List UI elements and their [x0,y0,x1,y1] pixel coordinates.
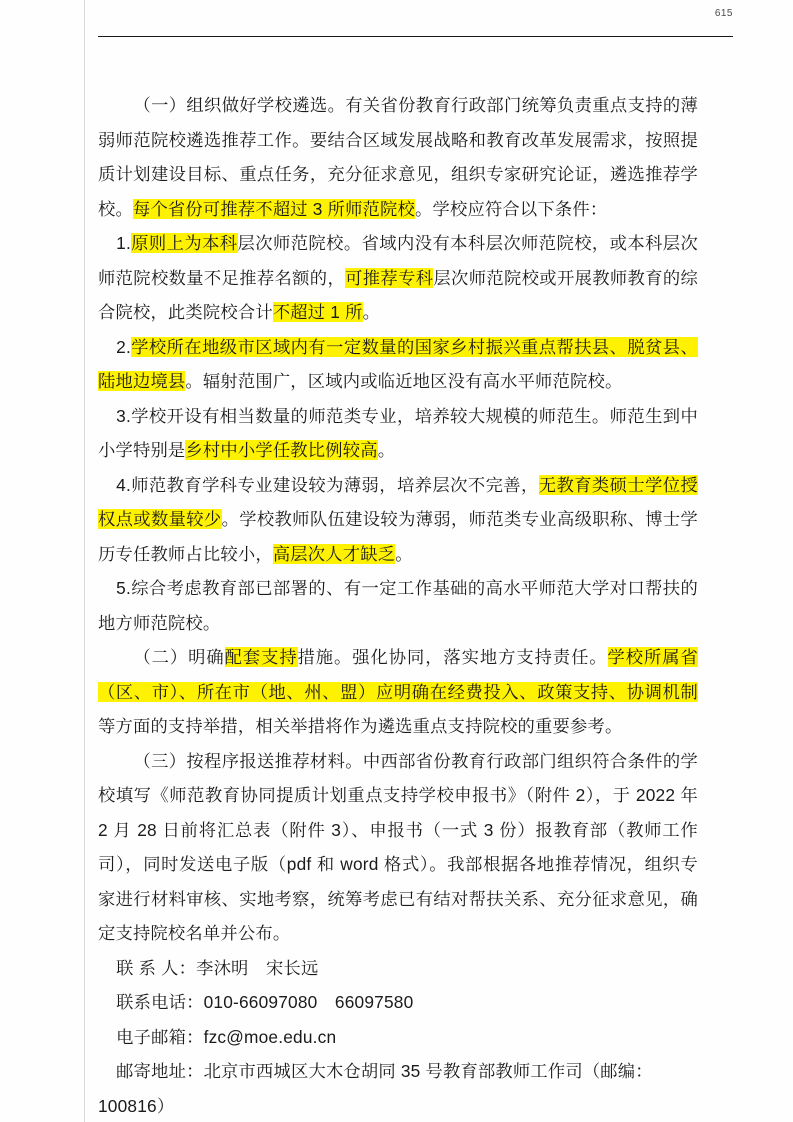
text-run: 5.综合考虑教育部已部署的、有一定工作基础的高水平师范大学对口帮扶的地方师范院校。 [98,578,698,633]
paragraph-6 [98,571,698,640]
paragraph-7 [98,640,698,744]
text-run: 。辐射范围广，区域内或临近地区没有高水平师范院校。 [185,371,623,391]
highlighted-run: 原则上为本科 [130,233,238,253]
contact-value: 010-66097080 66097580 [203,992,414,1012]
text-run: 4.师范教育学科专业建设较为薄弱，培养层次不完善， [116,474,539,495]
contact-label: 电子邮箱： [116,1026,204,1047]
text-run: 层次师范院校。省域内没有本科层次师范院校，或本科层次师范院校数量不足推荐名额的， [98,233,699,288]
left-margin-line [84,0,85,1122]
paragraph-5 [98,468,698,572]
contact-label: 邮寄地址： [116,1061,204,1081]
contact-email-line [98,1020,698,1055]
text-run: 等方面的支持举措，相关举措将作为遴选重点支持院校的重要参考。 [98,716,623,736]
highlighted-run: 可推荐专科 [345,267,434,288]
contact-person-line [98,951,698,986]
text-run: 。学校教师队伍建设较为薄弱，师范类专业高级职称、博士学历专任教师占比较小， [98,509,698,564]
text-run: 1. [116,233,131,253]
contact-value: 李沐明 宋长远 [196,957,319,978]
page-number: 615 [714,8,733,19]
text-run: 2. [116,336,131,357]
contact-block [98,951,698,1122]
highlighted-run: 高层次人才缺乏 [272,543,396,564]
contact-value: fzc@moe.edu.cn [203,1026,337,1047]
contact-value: 北京市西城区大木仓胡同 35 号教育部教师工作司（邮编：100816） [98,1061,653,1116]
highlighted-run: 无教育类硕士学位授权点或数量较少 [98,474,698,529]
paragraph-2 [98,226,698,330]
contact-label: 联系电话： [116,992,204,1012]
highlighted-run: 学校所属省（区、市）、所在市（地、州、盟）应明确在经费投入、政策支持、协调机制 [98,647,698,702]
highlighted-run: 配套支持 [224,647,298,667]
text-run: 。 [377,440,396,460]
highlighted-run: 不超过 1 所 [272,302,363,322]
text-run: （三）按程序报送推荐材料。中西部省份教育行政部门组织符合条件的学校填写《师范教育协同提质计划重点支持学校申报书》（附件 2），于 2022 年 2 月 28 日前将汇总表（附件 3）、申报书（一式 3 份）报教育部（教师工作司），同时发送电子版（pdf 和 word 格式）。我部根据各地推荐情况，组织专家进行材料审核、实地考察，统筹考虑已有结对帮扶关系、充分征求意见，确定支持院校名单并公布。 [98,750,698,943]
text-run: 层次师范院校或开展教师教育的综合院校，此类院校合计 [98,267,698,322]
text-run: 。 [395,543,413,564]
highlighted-run: 学校所在地级市区域内有 [130,336,327,357]
paragraph-3 [98,330,698,399]
paragraph-4 [98,399,698,468]
text-run: 3.学校开设有相当数量的师范类专业，培养较大规模的师范生。师范生到中小学特别是 [98,405,698,460]
paragraph-1 [98,88,698,226]
text-run: （二）明确 [133,647,225,667]
text-run: （一）组织做好学校遴选。有关省份教育行政部门统筹负责重点支持的薄弱师范院校遴选推荐工作。要结合区域发展战略和教育改革发展需求，按照提质计划建设目标、重点任务，充分征求意见，组织专家研究论证，遴选推荐学校。 [98,95,698,219]
paragraph-8 [98,744,698,951]
header-divider [98,36,733,37]
text-run: 。学校应符合以下条件： [415,198,608,219]
highlighted-run: 每个省份可推荐不超过 3 所师范院校 [132,198,416,219]
highlighted-run: 乡村中小学任教比例较高 [185,440,378,460]
text-run: 。 [362,302,381,322]
text-run: 措施。强化协同，落实地方支持责任。 [297,647,608,667]
contact-address-line [98,1054,698,1122]
document-body [98,88,698,1122]
contact-label: 联 系 人： [116,957,197,978]
highlighted-run: 国家乡村振兴重点帮扶县、脱贫县、陆地边境县 [98,336,699,391]
contact-phone-line [98,985,698,1020]
highlighted-run: 一定数量的 [326,336,415,357]
